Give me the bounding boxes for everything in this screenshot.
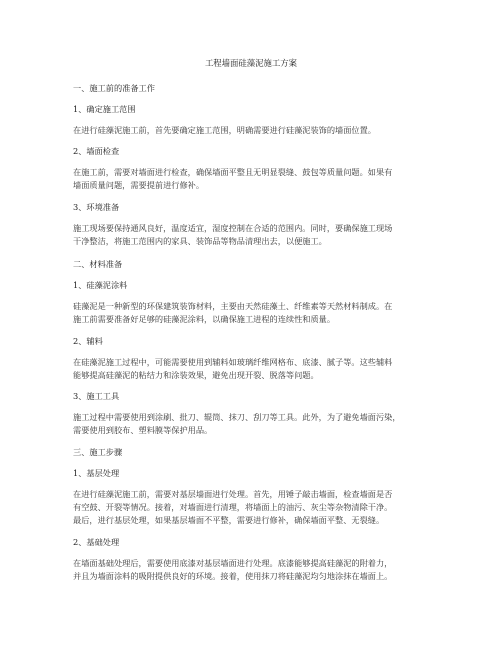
paragraph-line: 在硅藻泥施工过程中，可能需要使用到辅料如玻璃纤维网格布、底漆、腻子等。这些辅料 [73, 357, 393, 367]
paragraph-line: 在施工前，需要对墙面进行检查，确保墙面平整且无明显裂缝、鼓包等质量问题。如果有 [73, 167, 393, 177]
section-heading: 二、材料准备 [73, 259, 123, 269]
paragraph-line: 墙面质量问题，需要提前进行修补。 [73, 180, 205, 190]
paragraph-line: 在进行硅藻泥施工前，需要对基层墙面进行处理。首先，用锤子敲击墙面，检查墙面是否 [73, 489, 393, 499]
subsection-heading: 3、环境准备 [73, 202, 120, 212]
document-title: 工程墙面硅藻泥施工方案 [204, 58, 298, 68]
paragraph-line: 需要使用到胶布、塑料膜等保护用品。 [73, 425, 213, 435]
paragraph-line: 施工前需要准备好足够的硅藻泥涂料，以确保施工进程的连续性和质量。 [73, 314, 336, 324]
section-heading: 一、施工前的准备工作 [73, 83, 155, 93]
paragraph-line: 在进行硅藻泥施工前，首先要确定施工范围，明确需要进行硅藻泥装饰的墙面位置。 [73, 125, 376, 135]
subsection-heading: 1、确定施工范围 [73, 104, 136, 114]
subsection-heading: 3、施工工具 [73, 391, 120, 401]
paragraph-line: 在墙面基础处理后，需要使用底漆对基层墙面进行处理。底漆能够提高硅藻泥的附着力， [73, 558, 393, 568]
section-heading: 三、施工步骤 [73, 447, 123, 457]
subsection-heading: 2、基础处理 [73, 537, 120, 547]
paragraph-line: 有空鼓、开裂等情况。接着，对墙面进行清理，将墙面上的油污、灰尘等杂物清除干净。 [73, 502, 393, 512]
paragraph-line: 硅藻泥是一种新型的环保建筑装饰材料，主要由天然硅藻土、纤维素等天然材料制成。在 [73, 301, 393, 311]
paragraph-line: 施工现场要保持通风良好，温度适宜，湿度控制在合适的范围内。同时，要确保施工现场 [73, 223, 393, 233]
paragraph-line: 并且为墙面涂料的吸附提供良好的环境。接着，使用抹刀将硅藻泥均匀地涂抹在墙面上。 [73, 571, 393, 581]
subsection-heading: 1、硅藻泥涂料 [73, 280, 128, 290]
subsection-heading: 2、辅料 [73, 336, 103, 346]
subsection-heading: 2、墙面检查 [73, 146, 120, 156]
paragraph-line: 能够提高硅藻泥的粘结力和涂装效果，避免出现开裂、脱落等问题。 [73, 370, 319, 380]
paragraph-line: 施工过程中需要使用到涂刷、批刀、辊筒、抹刀、刮刀等工具。此外，为了避免墙面污染， [73, 412, 401, 422]
paragraph-line: 干净整洁，将施工范围内的家具、装饰品等物品清理出去，以便施工。 [73, 236, 327, 246]
subsection-heading: 1、基层处理 [73, 468, 120, 478]
paragraph-line: 最后，进行基层处理，如果基层墙面不平整，需要进行修补，确保墙面平整、无裂缝。 [73, 515, 385, 525]
